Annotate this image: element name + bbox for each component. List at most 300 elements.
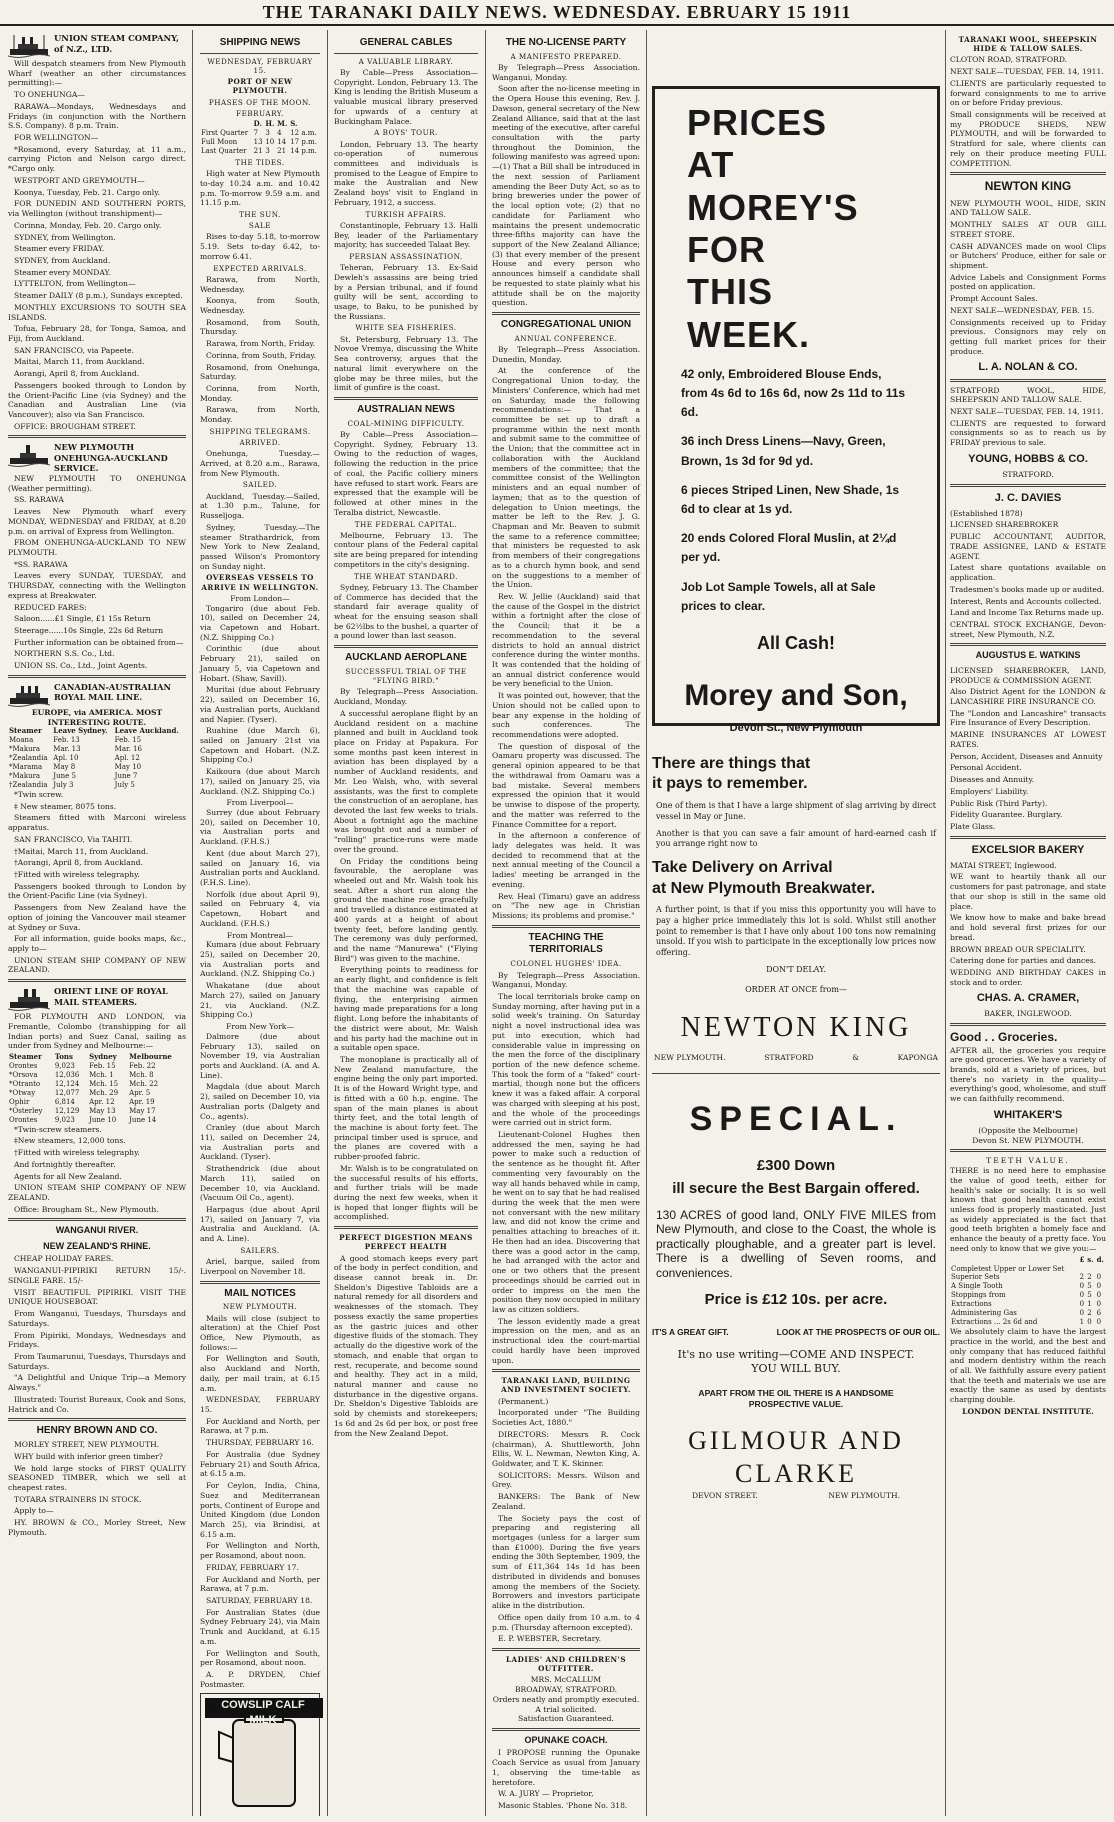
table-cell: 14 p.m. [290, 146, 317, 155]
arrival-line: Corinna, from South, Friday. [206, 350, 317, 360]
divider [950, 379, 1106, 382]
gilmour-town: NEW PLYMOUTH. [828, 1490, 900, 1500]
taranaki-wool-heading: TARANAKI WOOL, SHEEPSKIN HIDE & TALLOW SALES. [958, 35, 1098, 54]
tides-heading: THE TIDES. [235, 157, 285, 167]
text-line: BROWN BREAD OUR SPECIALITY. [950, 944, 1086, 954]
special-down: £300 Down [756, 1156, 836, 1174]
table-cell: June 14 [129, 1115, 157, 1124]
divider [8, 675, 186, 678]
table-row [950, 1300, 1106, 1309]
table-header-cell: H. [265, 119, 275, 129]
mail-line: For Auckland and North, per Rarawa, at 7 p.m. [200, 1416, 320, 1436]
opunake-details [492, 1748, 640, 1810]
news-headline: THE WHEAT STANDARD. [354, 571, 458, 581]
text-line: Office open daily from 10 a.m. to 4 p.m. (Thursday afternoon excepted). [492, 1612, 640, 1632]
divider [8, 435, 186, 438]
schedule-line: Steamer every MONDAY. [14, 267, 111, 277]
congregational-sub: ANNUAL CONFERENCE. [514, 333, 618, 343]
morey-firm: Morey and Son, [684, 678, 908, 712]
article-paragraph: Rev. Heal (Timaru) gave an address on "The new age in Christian Missions; its problems and promise." [492, 891, 640, 920]
young-hobbs-sub: STRATFORD. [1002, 469, 1054, 479]
column-news [488, 30, 644, 1816]
table-cell [1079, 1265, 1087, 1274]
moon-table [200, 120, 320, 156]
morey-address: Devon St., New Plymouth [729, 722, 863, 735]
text-line: CLIENTS are particularly requested to forward consignments to me to arrive on or before Friday previous. [950, 78, 1106, 108]
prices-word: AT [687, 144, 735, 186]
table-cell: 7 [253, 129, 259, 138]
text-line: MATAI STREET, Inglewood. [950, 860, 1057, 870]
australian-news-heading: AUSTRALIAN NEWS [357, 404, 455, 416]
divider [950, 172, 1106, 175]
vessel-line: Dalmore (due about February 13), sailed on November 19, via Australian ports and Auckland. (A. and A. Line). [200, 1031, 320, 1080]
article-paragraph: In the afternoon a conference of lady delegates was held. It was decided to recommend that at the next annual meeting of the Council a ladies' meeting be arranged in the evening. [492, 831, 640, 889]
nk-para-2: Another is that you can save a fair amount of hard-earned cash if you arrange right now to [656, 828, 936, 849]
cable-text: St. Petersburg, February 13. The Novoe Vremya, discussing the White Sea controversy, argues that the natural limit everywhere on the globe may be three miles, but the limit of gunfire is the coast. [334, 334, 478, 393]
text-line: Orders neatly and promptly executed. [492, 1694, 640, 1704]
table-cell: †Zealandia [9, 781, 48, 790]
schedule-line: Koonya, Tuesday, Feb. 21. Cargo only. [14, 187, 160, 197]
canadian-sub: EUROPE, via AMERICA. MOST INTERESTING ROUTE. [31, 707, 163, 727]
text-line: Land and Income Tax Returns made up. [950, 608, 1104, 618]
article-paragraph: The monoplane is practically all of New Zealand manufacture, the engine being the only part imported. It is of the Howard Wright type, and is fitted with a 60 h.p. engine. The span of the main planes is about thirty feet, and the total length of the machine is about forty feet. The principal timber used is spruce, and the planes are covered with a rubber-proofed fabric. [334, 1054, 478, 1162]
aeroplane-article [334, 687, 478, 1222]
table-cell: Mar. 16 [114, 745, 142, 754]
table-cell: 12 a.m. [290, 129, 317, 138]
all-cash: All Cash! [756, 632, 835, 653]
whitaker-details [950, 1126, 1106, 1145]
article-paragraph: Soon after the no-license meeting in the Opera House this evening, Rev. J. Dawson, general secretary of the New Zealand Alliance, said that at the last meeting of the executive, after careful consultation with the party throughout the Dominion, the following manifesto was agreed upon:—(1) That a Bill shall be introduced in the next session of Parliament amending the Beer Duty Act, so as to bring breweries under the power of the local option vote; (2) that no candidate for Parliament who maintains the present undemocratic three-fifths majority can have the support of the New Zealand Alliance; (3) that every member of the present House and every person who announces himself a candidate shall be requested to state plainly what his attitude shall be on the majority question. [492, 84, 641, 308]
orient-table [8, 1053, 186, 1125]
vessel-line: Kumara (due about February 25), sailed on December 20, via Australian ports and Auckland. (N.Z. Shipping Co.) [200, 940, 320, 979]
text-line: MRS. McCALLUM [530, 1675, 602, 1685]
table-row [950, 1282, 1106, 1291]
table-cell: 0 [1079, 1282, 1085, 1291]
cable-text: Teheran, February 13. Ex-Said Dewleh's assassins are being tried by a Persian tribunal, and if found guilty will be sent, according to usage, to Baku, to be punished by the Russians. [334, 263, 478, 321]
divider [492, 1648, 640, 1651]
vessel-line: Norfolk (due about April 9), sailed on February 4, via Capetown, Hobart and Auckland. (F.H.S.) [200, 889, 320, 928]
vessel-line: Surrey (due about February 20), sailed on December 10, via Australian ports and Auckland. (F.H.S.) [200, 807, 320, 847]
table-cell: Feb. 13 [53, 736, 80, 745]
text-line: CLIENTS are requested to forward consignments so as to reach us by FRIDAY previous to sale. [950, 418, 1106, 448]
table-cell: First Quarter [201, 129, 249, 138]
sailers-text: Ariel, barque, sailed from Liverpool on November 18. [200, 1257, 320, 1276]
price-line: Price is £12 10s. per acre. [704, 1290, 888, 1308]
mail-line: Mails will close (subject to alteration) at the Chief Post Office, New Plymouth, as follows:— [200, 1313, 320, 1352]
schedule-line: Maitai, March 11, from Auckland. [14, 357, 145, 367]
text-line: WE want to heartily thank all our customers for past patronage, and state that our shop is still in the same old place. [950, 872, 1106, 911]
divider [334, 645, 478, 648]
mail-line: A. P. DRYDEN, Chief Postmaster. [200, 1670, 320, 1689]
no-license-article [492, 63, 640, 308]
cable-items [334, 57, 478, 393]
prices-word: WEEK. [687, 313, 811, 355]
table-cell: 4 [277, 129, 282, 138]
column-rule [192, 30, 193, 1816]
schedule-line: Tofua, February 28, for Tonga, Samoa, and Fiji, from Auckland. [8, 324, 186, 343]
digestion-heading: PERFECT DIGESTION MEANS PERFECT HEALTH [339, 1233, 473, 1252]
young-hobbs-name: YOUNG, HOBBS & CO. [968, 452, 1088, 465]
article-paragraph: By Telegraph—Press Association. Auckland, Monday. [334, 687, 478, 707]
wanganui-title: WANGANUI RIVER. [55, 1225, 139, 1236]
column-shipping-ads [4, 30, 190, 1816]
text-line: Person, Accident, Diseases and Annuity [950, 751, 1103, 761]
arrival-line: Rarawa, from North, Monday. [200, 405, 320, 425]
news-text: By Cable—Press Association—Copyright. Sydney, February 13. Owing to the reduction of wages, following the reduction in the price of coal, the Pacific colliery miners have refused to start work. Fears are expressed that the example will be followed at other mines in the Teralba district, Newcastle. [334, 430, 478, 517]
writing-1: It's no use writing—COME AND INSPECT. [677, 1347, 915, 1361]
table-cell: Last Quarter [201, 146, 247, 155]
table-row [8, 1062, 186, 1071]
vessel-line: Corinthic (due about February 21), sailed on January 5, via Capetown and Hobart. (Shaw, Savill). [200, 644, 320, 683]
cramer-sub: BAKER, INGLEWOOD. [984, 1009, 1072, 1019]
steamship-icon [8, 33, 50, 59]
article-paragraph: By Telegraph—Press Association. Wanganui, Monday. [492, 970, 640, 990]
congregational-heading: CONGREGATIONAL UNION [500, 318, 632, 330]
mail-line: For Wellington and South, per Rosamond, about noon. [200, 1648, 320, 1668]
table-cell: 6 [1096, 1309, 1102, 1318]
cable-text: London, February 13. The hearty co-operation of numerous committees and individuals is promised to the League of Empire to make the Australian and New Zealand boys' visit to England in February, 1912, a success. [334, 139, 478, 207]
text-line: MONTHLY SALES AT OUR GILL STREET STORE. [950, 220, 1106, 239]
text-line: VISIT BEAUTIFUL PIPIRIKI. VISIT THE UNIQUE HOUSEBOAT. [8, 1287, 186, 1307]
divider [492, 1728, 640, 1731]
table-cell: Stoppings from [951, 1291, 1006, 1300]
divider [200, 53, 320, 54]
mail-line: WEDNESDAY, FEBRUARY 15. [200, 1395, 320, 1415]
text-line: Apply to— [14, 1506, 54, 1516]
cable-text: By Cable—Press Association—Copyright. London, February 13. The King is lending the British Museum a valuable musical library preserved for upwards of a century at Buckingham Palace. [334, 68, 478, 126]
news-text: Sydney, February 13. The Chamber of Commerce has decided that the standard fair average quality of wheat for the ensuing season shall be 62½lbs to the bushel, a quarter of a pound lower than last season. [334, 582, 478, 641]
table-cell: 1 [1079, 1318, 1085, 1327]
gift-row [652, 1327, 940, 1338]
vessel-line: Magdala (due about March 2), sailed on December 10, via Australian ports (Dalgety and Co., agents). [200, 1082, 320, 1121]
article-paragraph: On Friday the conditions being favourable, the aeroplane was wheeled out and Mr. Walsh took his seat. After a short run along the ground the machine rose gracefully and travelled a distance estimated at 400 yards at a height of about twenty feet, before landing gently. The ceremony was duly performed, and the name "Manurewa" ("Flying Bird") was given to the machine. [334, 856, 478, 963]
sydney-text: Sydney, Tuesday.—The steamer Strathardrick, from New York to New Zealand, passed Wilson's Promontory on Sunday night. [200, 522, 320, 571]
note-line: ‡ New steamer, 8075 tons. [14, 801, 117, 811]
table-cell: 0 [1079, 1309, 1085, 1318]
table-cell: 10 [265, 138, 275, 147]
table-cell: Apr. 12 [89, 1097, 115, 1106]
building-society-heading: TARANAKI LAND, BUILDING AND INVESTMENT SOCIETY. [501, 1376, 631, 1395]
sale-item: 20 ends Colored Floral Muslin, at 2¼d per yd. [681, 531, 897, 565]
from-montreal: From Montreal— [226, 930, 294, 940]
mail-line: For Ceylon, India, China, Suez and Mediterranean ports, Continent of Europe and United Kingdom (due London March 25), via Brindisi, at 6.15 a.m. [200, 1481, 320, 1539]
sun-heading-2: SALE [248, 221, 272, 231]
note-line: For all information, guide books maps, &c., apply to— [8, 934, 186, 954]
text-line: MARINE INSURANCES AT LOWEST RATES. [950, 730, 1106, 749]
table-cell: *Orsova [9, 1070, 38, 1079]
orient-title: ORIENT LINE OF ROYAL MAIL STEAMERS. [54, 986, 168, 1007]
town-label: NEW PLYMOUTH. [654, 1053, 726, 1063]
telegrams-heading: SHIPPING TELEGRAMS. [209, 426, 311, 436]
schedule-line: Leaves New Plymouth wharf every MONDAY, WEDNESDAY and FRIDAY, at 8.20 p.m. on arrival of Express from Wellington. [8, 507, 186, 536]
schedule-line: Passengers booked through to London by the Orient-Pacific Line (via Sydney) and the Canadian and Australian Line (via Vancouver); also via San Francisco. [8, 380, 186, 419]
mail-line: For Australian States (due Sydney February 24), via Main Trunk and Auckland, at 6.15 a.m. [200, 1607, 320, 1646]
text-line: CLOTON ROAD, STRATFORD. [950, 55, 1068, 65]
sun-text: Rises to-day 5.18, to-morrow 5.19. Sets to-day 6.42, to-morrow 6.41. [200, 232, 320, 261]
text-line: (Permanent.) [498, 1396, 549, 1406]
canadian-ad-header [8, 682, 186, 708]
schedule-line: Saloon......£1 Single, £1 15s Return [14, 614, 151, 624]
schedule-line: Aorangi, April 8, from Auckland. [14, 369, 140, 379]
gilmour-brand: GILMOUR AND CLARKE [688, 1426, 904, 1489]
table-cell: 12,124 [54, 1079, 80, 1088]
divider [950, 836, 1106, 839]
text-line: WEDDING AND BIRTHDAY CAKES in stock and to order. [950, 967, 1106, 987]
text-line: The "London and Lancashire" transacts Fire Insurance of Every Description. [950, 708, 1106, 728]
table-header-cell: Melbourne [129, 1052, 172, 1062]
whitaker-name: WHITAKER'S [993, 1108, 1063, 1121]
apart-line: APART FROM THE OIL THERE IS A HANDSOME PROSPECTIVE VALUE. [698, 1388, 894, 1409]
article-paragraph: At the conference of the Congregational Union to-day, the Ministers' Conference, which had met on Saturday, made the following recommendations:— That a committee be set up to draft a programme within the next month and submit same to the committee of the Union; that the committee act in collaboration with the Auckland members of the committee; that the committee consist of the Wellington ministers and an equal number of laymen; that as to the question of delegation to Union meetings, the matter be left to the Rev. J. G. Chapman and Mr. Beaven to submit the same to a reference committee; that ministers be requested to ask from members of their congregations as to a church hymn book, and send on the suggestions to a member of the Union. [492, 366, 640, 590]
table-cell: Feb. 15 [114, 736, 142, 745]
article-paragraph: Everything points to readiness for an early flight, and confidence is felt that the machine was capable of flying, the enterprising airmen having made preparations for a long flight. Long before the inhabitants of the district were about, Mr. Walsh and his party had the machine out in a suitable open space. [334, 965, 478, 1053]
davies-name: J. C. DAVIES [994, 491, 1062, 504]
text-line: Diseases and Annuity. [950, 775, 1035, 785]
cable-headline: A VALUABLE LIBRARY. [358, 56, 454, 66]
news-headline: THE FEDERAL CAPITAL. [354, 519, 458, 529]
special-headline: SPECIAL. [689, 1100, 903, 1139]
arrival-line: Rarawa, from North, Friday. [206, 339, 316, 349]
divider [8, 1218, 186, 1221]
territorials-heading: TEACHING THE TERRITORIALS [528, 931, 604, 956]
usc-title: UNION STEAM COMPANY, of N.Z., LTD. [54, 33, 179, 54]
mail-line: FRIDAY, FEBRUARY 17. [206, 1562, 299, 1572]
table-cell: 0 [1079, 1300, 1085, 1309]
text-line: E. P. WEBSTER, Secretary. [498, 1634, 602, 1644]
note-line: †Fitted with wireless telegraphy. [14, 1148, 140, 1158]
davies-details [950, 509, 1106, 640]
text-line: I PROPOSE running the Opunake Coach Service as usual from January 1, observing the time-table as heretofore. [492, 1748, 640, 1787]
text-line: Devon St. NEW PLYMOUTH. [972, 1135, 1084, 1145]
text-line: LICENSED SHAREBROKER [950, 520, 1059, 530]
newton-king-details [950, 199, 1106, 357]
text-line: (Opposite the Melbourne) [978, 1125, 1078, 1135]
canadian-table [8, 727, 186, 790]
port-line: PORT OF NEW PLYMOUTH. [227, 77, 293, 96]
text-line: From Taumarunui, Tuesdays, Thursdays and Saturdays. [8, 1351, 186, 1371]
schedule-line: RARAWA—Mondays, Wednesdays and Fridays (in conjunction with the Northern S.S. Company). 8 p.m. Train. [8, 101, 186, 131]
sale-item: Job Lot Sample Towels, all at Sale prices to clear. [681, 579, 876, 613]
orient-ad-header [8, 986, 186, 1012]
column-display-ads [648, 30, 944, 1816]
text-line: Latest share quotations available on application. [950, 563, 1106, 583]
note-line: Agents for all New Zealand. [14, 1171, 122, 1181]
sale-items [681, 365, 911, 616]
table-cell: *Makura [9, 772, 41, 781]
table-cell: July 3 [53, 781, 74, 790]
steamship-icon [8, 442, 50, 468]
building-society-details [492, 1397, 640, 1644]
schedule-line: MONTHLY EXCURSIONS TO SOUTH SEA ISLANDS. [8, 302, 186, 322]
table-cell: 0 [1096, 1300, 1102, 1309]
table-cell: May 10 [114, 763, 142, 772]
overseas-heading: OVERSEAS VESSELS TO ARRIVE IN WELLINGTON. [201, 573, 319, 592]
table-cell: Moana [9, 736, 34, 745]
table-cell: 0 [1087, 1318, 1092, 1327]
schedule-line: LYTTELTON, from Wellington— [14, 279, 136, 289]
table-cell: Feb. 22 [129, 1062, 156, 1071]
steamship-icon [8, 986, 50, 1012]
table-cell: 0 [1096, 1273, 1102, 1282]
australian-items [334, 419, 478, 641]
schedule-line: FROM ONEHUNGA-AUCKLAND TO NEW PLYMOUTH. [8, 538, 186, 557]
table-header-cell: s. [1087, 1254, 1094, 1264]
table-row [950, 1318, 1106, 1327]
divider [950, 1149, 1106, 1152]
mail-line: For Wellington and South, also Auckland and North, daily, per mail train, at 6.15 a.m. [200, 1354, 320, 1393]
nolan-name: L. A. NOLAN & CO. [978, 361, 1078, 374]
table-cell: Orontes [9, 1115, 38, 1124]
usc-schedule [8, 90, 186, 431]
table-cell: 17 p.m. [290, 138, 317, 147]
schedule-line: REDUCED FARES: [14, 602, 87, 612]
onehunga-schedule [8, 474, 186, 671]
vessel-line: Ruahine (due March 6), sailed on January 21st via Capetown and Hobart. (N.Z. Shipping Co.) [200, 726, 320, 765]
schedule-line: FOR DUNEDIN AND SOUTHERN PORTS, via Wellington (without transhipment)— [8, 199, 186, 219]
text-line: Catering done for parties and dances. [950, 956, 1097, 966]
milk-brand: COWSLIP CALF MILK [221, 1699, 305, 1726]
note-line: †Fitted with wireless telegraphy. [14, 870, 140, 880]
note-line: *Twin-screw steamers. [14, 1124, 102, 1134]
table-cell: 0 [1096, 1291, 1102, 1300]
table-header-cell [200, 120, 253, 129]
schedule-line: SYDNEY, from Wellington. [14, 232, 116, 242]
text-line: Personal Accident. [950, 763, 1022, 773]
table-cell: Extractions [951, 1300, 992, 1309]
dental-institute: LONDON DENTAL INSTITUTE. [962, 1406, 1094, 1416]
moon-heading: PHASES OF THE MOON. [208, 97, 312, 107]
general-cables-heading: GENERAL CABLES [359, 37, 453, 48]
text-line: WHY build with inferior green timber? [14, 1451, 163, 1461]
nk-dont-delay: DON'T DELAY. [766, 965, 826, 975]
town-label: STRATFORD [764, 1053, 814, 1063]
table-cell: 5 [1087, 1282, 1092, 1291]
table-cell: Apl. 10 [53, 754, 79, 763]
article-paragraph: By Telegraph—Press Association. Wanganui, Monday. [492, 63, 640, 82]
table-row [200, 138, 320, 147]
note-line: *Twin screw. [14, 789, 64, 799]
text-line: A trial solicited. [535, 1704, 597, 1714]
sale-item: 42 only, Embroidered Blouse Ends, from 4s 6d to 16s 6d, now 2s 11d to 11s 6d. [681, 366, 906, 420]
text-line: MORLEY STREET, NEW PLYMOUTH. [14, 1440, 160, 1450]
aeroplane-sub: SUCCESSFUL TRIAL OF THE "FLYING BIRD." [345, 666, 467, 686]
vessel-line: Muritai (due about February 22), sailed on December 16, via Australian ports, Auckland and Napier. (Tyser). [200, 685, 320, 724]
divider [950, 1023, 1106, 1026]
table-header-cell: M. [277, 119, 288, 129]
column-rule [485, 30, 486, 1816]
mail-line: THURSDAY, FEBRUARY 16. [206, 1438, 314, 1448]
shipping-news-heading: SHIPPING NEWS [219, 37, 301, 48]
table-cell: *Zealandia [9, 754, 48, 763]
note-line: ‡New steamers, 12,000 tons. [14, 1136, 126, 1146]
table-cell: Administering Gas [951, 1309, 1017, 1318]
divider [950, 484, 1106, 487]
text-line: Illustrated: Tourist Bureaux, Cook and Sons, Hatrick and Co. [8, 1394, 186, 1414]
text-line: Advice Labels and Consignment Forms posted on application. [950, 272, 1106, 292]
table-row [8, 772, 186, 781]
mail-line: SATURDAY, FEBRUARY 18. [206, 1595, 313, 1605]
cowslip-milk-ad [200, 1693, 320, 1816]
article-paragraph: The local territorials broke camp on Sunday morning, after having put in a solid week's training. On Saturday night a novel instructional idea was put into execution, which had considerable value in impressing on the men the force of the disciplinary portion of the new defence scheme. This took the form of a "faked" court-martial, though none but the officers knew it was a faked affair. A corporal was charged with sleeping at his post, and the whole of the proceedings were carried out in strict form. [492, 991, 640, 1128]
table-cell: Extractions ... 2s 6d and [951, 1318, 1038, 1327]
schedule-line: NORTHERN S.S. Co., Ltd. [14, 649, 115, 659]
article-paragraph: By Telegraph—Press Association. Dunedin, Monday. [492, 345, 640, 364]
table-cell: Orontes [9, 1062, 38, 1071]
table-cell: Apr. 19 [129, 1097, 155, 1106]
table-cell: 0 [1096, 1282, 1102, 1291]
text-line: CHEAP HOLIDAY FARES. [14, 1254, 114, 1264]
table-cell: 9,023 [54, 1115, 75, 1124]
sale-item: 6 pieces Striped Linen, New Shade, 1s 6d to clear at 1s yd. [681, 482, 900, 516]
teeth-price-table [950, 1256, 1106, 1328]
canadian-title: CANADIAN-AUSTRALIAN ROYAL MAIL LINE. [54, 681, 171, 703]
text-line: LICENSED SHAREBROKER, LAND, PRODUCE & COMMISSION AGENT. [950, 665, 1106, 685]
table-cell: June 10 [89, 1115, 117, 1124]
table-cell: Mch. 22 [129, 1079, 159, 1088]
table-row [8, 1089, 186, 1098]
taranaki-wool-details [950, 55, 1106, 168]
mail-sub: NEW PLYMOUTH. [222, 1302, 298, 1312]
arrival-line: Corinna, from North, Monday. [200, 384, 320, 403]
table-cell: *Otranto [9, 1079, 41, 1088]
note-line: †Maitai, March 11, from Auckland. [14, 846, 149, 856]
opunake-heading: OPUNAKE COACH. [524, 1734, 608, 1745]
table-cell: 12,129 [54, 1106, 80, 1115]
cramer-name: CHAS. A. CRAMER, [976, 992, 1080, 1005]
text-line: WANGANUI-PIPIRIKI RETURN 15/-. SINGLE FARE. 15/- [8, 1266, 186, 1285]
table-cell [1086, 1265, 1095, 1274]
table-header-cell: d. [1096, 1254, 1104, 1264]
table-row [8, 754, 186, 763]
text-line: BROADWAY, STRATFORD. [514, 1685, 618, 1695]
divider [334, 1226, 478, 1229]
table-cell: 21 [277, 146, 287, 155]
montreal-vessels [200, 940, 320, 1020]
article-paragraph: The question of disposal of the Oamaru property was discussed. The general opinion appeared to be that the withdrawal from Oamaru was a bad mistake. Several members expressed the opinion that it would be unwise to dispose of the property, and the matter was referred to the Finance Committee for a report. [492, 741, 640, 829]
text-line: Small consignments will be received at my PRODUCE SHEDS, NEW PLYMOUTH, and will be forwarded to Stratford for sale, where clients can rely on their produce meeting FULL COMPETITION. [950, 110, 1106, 168]
column-agents-ads [946, 30, 1110, 1816]
mail-line: For Auckland and North, per Rarawa, at 7 p.m. [200, 1574, 320, 1594]
cable-headline: PERSIAN ASSASSINATION. [349, 251, 463, 261]
orient-intro: FOR PLYMOUTH AND LONDON, via Fremantle, Colombo (transhipping for all Indian ports) and Suez Canal, sailing as under from Sydney and Melbourne:— [8, 1012, 186, 1051]
groceries-text: AFTER all, the groceries you require are good groceries. We have a variety of brands, sold at a variety of prices, but there's no variety in the quality—everything's good, wholesome, and stuff we can faithfully recommend. [950, 1045, 1106, 1104]
text-line: PUBLIC ACCOUNTANT, AUDITOR, TRADE ASSIGNEE, LAND & ESTATE AGENT. [950, 532, 1106, 561]
schedule-line: TO ONEHUNGA— [14, 90, 85, 100]
table-cell: Superior Sets [951, 1273, 1000, 1282]
table-cell [1096, 1265, 1106, 1274]
rhine-details [8, 1254, 186, 1414]
text-line: TOTARA STRAINERS IN STOCK. [14, 1494, 142, 1504]
table-cell: July 5 [114, 781, 135, 790]
table-cell: 0 [1079, 1291, 1085, 1300]
onehunga-ad-header [8, 442, 186, 474]
table-cell: 14 [277, 138, 287, 147]
moon-month: FEBRUARY. [236, 108, 284, 118]
territorials-article [492, 971, 640, 1366]
newton-king-ad [652, 754, 940, 1063]
teeth-text: THERE is no need here to emphasise the value of good teeth, either for health's sake or socially. It is so well known that good health cannot exist unless food is properly masticated. Just as widely appreciated is the fact that good teeth brighten a homely face and enhance the beauty of a pretty face. You need only to know that we give you:— [950, 1166, 1106, 1253]
news-headline: COAL-MINING DIFFICULTY. [347, 418, 465, 428]
text-line: DIRECTORS: Messrs R. Cock (chairman), A. Shuttleworth, John Ellis, W. L. Newman, Newton King, A. Goldwater, and T. K. Skinner. [492, 1429, 640, 1468]
column-shipping-news [196, 30, 324, 1816]
table-cell: 12,077 [54, 1088, 80, 1097]
article-paragraph: Rev. W. Jellie (Auckland) said that the cause of the Gospel in the district within a fortnight after the close of the Council; that it be a recommendation to the several districts to hold an annual district conference during the winter months. It was contended that the holding of an annual district conference would be very beneficial to the Union. [492, 591, 640, 689]
table-cell: Completest Upper or Lower Set [951, 1264, 1065, 1273]
divider [8, 979, 186, 982]
table-cell: Full Moon [201, 138, 238, 147]
bakery-name: EXCELSIOR BAKERY [971, 843, 1085, 856]
table-row [8, 1071, 186, 1080]
